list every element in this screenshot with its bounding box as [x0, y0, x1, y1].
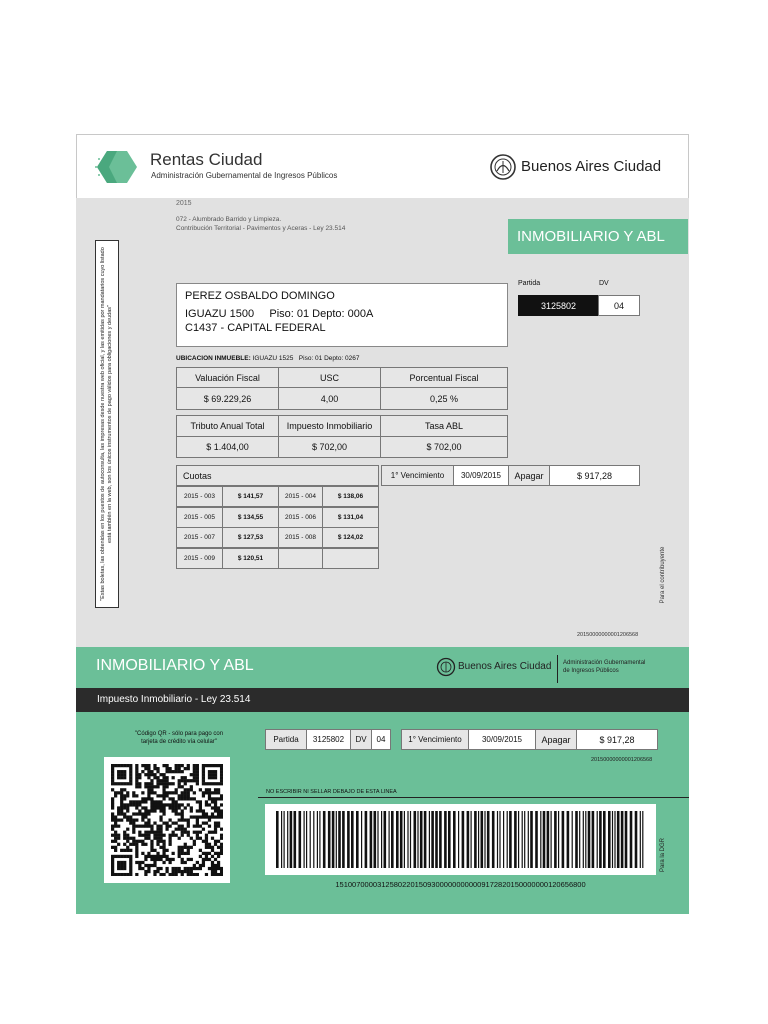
- cut-line: [258, 797, 689, 798]
- apagar-label: Apagar: [508, 465, 550, 486]
- ubicacion-value: IGUAZU 1525 Piso: 01 Depto: 0267: [252, 355, 360, 362]
- no-escribir: NO ESCRIBIR NI SELLAR DEBAJO DE ESTA LINEA: [266, 789, 397, 795]
- cuota-cell: $ 134,55: [222, 507, 279, 528]
- para-dgr-wrap: [658, 830, 668, 880]
- barcode-box: [265, 804, 656, 875]
- stub-dv-label: DV: [350, 729, 372, 750]
- table1-header-2: USC: [278, 367, 381, 388]
- qr-note-line-1: "Código QR - sólo para pago con: [134, 731, 224, 737]
- stub-partida-value: 3125802: [306, 729, 351, 750]
- table2-header-2: Impuesto Inmobiliario: [278, 415, 381, 437]
- cuota-cell: $ 124,02: [322, 527, 379, 548]
- cuota-cell: 2015 - 003: [176, 486, 223, 507]
- brand-subtitle: Administración Gubernamental de Ingresos Públicos: [151, 171, 338, 180]
- dv-label: DV: [599, 280, 609, 287]
- table1-value-3: 0,25 %: [380, 387, 508, 410]
- year: 2015: [176, 200, 192, 207]
- barcode-icon: [276, 811, 645, 868]
- stub-partida-label: Partida: [265, 729, 307, 750]
- ba-ciudad-seal-small-icon: [436, 656, 456, 678]
- table2-value-2: $ 702,00: [278, 436, 381, 458]
- qr-code-box: [104, 757, 230, 883]
- stub-agency: [563, 659, 645, 675]
- table2-value-1: $ 1.404,00: [176, 436, 279, 458]
- qr-note: [104, 730, 254, 746]
- stub-apagar-amount: $ 917,28: [576, 729, 658, 750]
- vencimiento-date: 30/09/2015: [453, 465, 509, 486]
- stub-vencimiento-label: 1° Vencimiento: [401, 729, 469, 750]
- stub-apagar-label: Apagar: [535, 729, 577, 750]
- side-note: "Estas boletas, las obtenidas en los puestos de autoconsulta, las impresas desde nuestra web oficial, y las emitidas por mandatarios cuyo listado está también en la web, son los únicos instrumentos de pago válidos para obligaciones y deudas": [100, 247, 113, 601]
- stub-title: INMOBILIARIO Y ABL: [96, 657, 254, 674]
- partida-value: 3125802: [518, 295, 599, 316]
- city-logo-text: Buenos Aires Ciudad: [521, 158, 662, 175]
- cuota-cell: $ 127,53: [222, 527, 279, 548]
- cuota-cell: 2015 - 008: [278, 527, 323, 548]
- cuota-cell: $ 131,04: [322, 507, 379, 528]
- cuota-cell: $ 138,06: [322, 486, 379, 507]
- concept-line-2: Contribución Territorial - Pavimentos y Aceras - Ley 23.514: [176, 225, 346, 232]
- taxpayer-name: PEREZ OSBALDO DOMINGO: [185, 290, 335, 302]
- brand-name: Rentas Ciudad: [150, 150, 263, 169]
- stub-dv-value: 04: [371, 729, 391, 750]
- cuota-cell: 2015 - 009: [176, 548, 223, 569]
- para-contribuyente-wrap: [658, 540, 668, 610]
- table1-header-3: Porcentual Fiscal: [380, 367, 508, 388]
- table2-header-3: Tasa ABL: [380, 415, 508, 437]
- cuota-cell: 2015 - 004: [278, 486, 323, 507]
- side-note-box: [95, 240, 119, 608]
- cuota-cell: $ 141,57: [222, 486, 279, 507]
- cuota-cell: $ 120,51: [222, 548, 279, 569]
- ubicacion-label: UBICACION INMUEBLE:: [176, 355, 251, 362]
- cuota-cell: 2015 - 005: [176, 507, 223, 528]
- table1-header-1: Valuación Fiscal: [176, 367, 279, 388]
- logo-divider: [557, 655, 558, 683]
- stub-dark-bar: [76, 688, 689, 712]
- title-badge: INMOBILIARIO Y ABL: [508, 219, 688, 254]
- vencimiento-label: 1° Vencimiento: [381, 465, 454, 486]
- taxpayer-box: [176, 283, 508, 347]
- stub-reference-number: 20150000000001206568: [591, 757, 653, 763]
- taxpayer-address: IGUAZU 1500 Piso: 01 Depto: 000A: [185, 308, 374, 320]
- table1-value-1: $ 69.229,26: [176, 387, 279, 410]
- ubicacion-line: [176, 355, 360, 362]
- apagar-amount: $ 917,28: [549, 465, 640, 486]
- taxpayer-city: C1437 - CAPITAL FEDERAL: [185, 322, 326, 334]
- ba-ciudad-seal-icon: [489, 152, 517, 182]
- qr-note-line-2: tarjeta de crédito vía celular": [141, 739, 217, 745]
- stub-city-logo-text: Buenos Aires Ciudad: [458, 661, 552, 672]
- reference-number: 20150000000001206568: [577, 632, 639, 638]
- barcode-number: 151007000031258022015093000000000009172820150000000120656800: [335, 880, 586, 889]
- stub-agency-line-1: Administración Gubernamental: [563, 660, 646, 666]
- cuota-cell: [278, 548, 323, 569]
- cuota-cell: 2015 - 007: [176, 527, 223, 548]
- stub-bar-text: Impuesto Inmobiliario - Ley 23.514: [97, 694, 251, 705]
- para-dgr: Para la DGR: [660, 837, 666, 873]
- para-contribuyente: Para el contribuyente: [660, 546, 666, 604]
- stub-agency-line-2: de Ingresos Públicos: [563, 668, 619, 674]
- table1-value-2: 4,00: [278, 387, 381, 410]
- cuotas-label: Cuotas: [176, 465, 379, 486]
- qr-code-icon: [111, 764, 223, 876]
- cuota-cell: 2015 - 006: [278, 507, 323, 528]
- dv-value: 04: [598, 295, 640, 316]
- rentas-ciudad-logo-icon: [95, 149, 141, 185]
- table2-value-3: $ 702,00: [380, 436, 508, 458]
- table2-header-1: Tributo Anual Total: [176, 415, 279, 437]
- stub-vencimiento-date: 30/09/2015: [468, 729, 536, 750]
- cuota-cell: [322, 548, 379, 569]
- partida-label: Partida: [518, 280, 541, 287]
- concept-line-1: 072 - Alumbrado Barrido y Limpieza.: [176, 216, 282, 223]
